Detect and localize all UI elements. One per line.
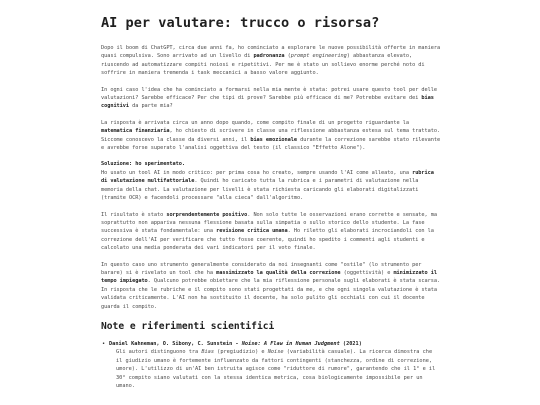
- text-run: durante la correzione sarebbe stato rilevante e avrebbe forse superato l'analisi oggettiva del testo (il classico "Effetto Alone").: [101, 136, 441, 152]
- text-run: (: [284, 53, 291, 60]
- paragraph-5: [101, 211, 441, 253]
- article-title: AI per valutare: trucco o risorsa?: [101, 15, 380, 31]
- reference-work: Noise: A Flaw in Human Judgment: [241, 340, 340, 347]
- text-run: (pregiudizio) e: [214, 349, 268, 356]
- text-run: Gli autori distinguono tra: [116, 349, 202, 356]
- paragraph-1: [101, 44, 441, 78]
- text-run: Dopo il boom di ChatGPT, circa due anni fa, ho cominciato a esplorare le nuove possibilità offerte in maniera quasi compulsiva. Sono arrivato ad un livello di: [101, 45, 441, 60]
- references-list: [101, 340, 441, 390]
- text-run: . Quindi ho caricato tutta la rubrica e i parametri di valutazione nella memoria della chat. La valutazione per livelli è stata richiesta caricando gli elaborati digitalizzati (tramite OCR) e facendoli processare "alla cieca" dall'algoritmo.: [101, 178, 419, 202]
- reference-description: [109, 348, 441, 390]
- paragraph-3: [101, 119, 441, 153]
- emphasis-text: bias cognitivi: [101, 95, 434, 110]
- notes-heading: Note e riferimenti scientifici: [101, 320, 275, 332]
- text-run: (oggettività) e: [340, 269, 394, 276]
- text-run: In questo caso uno strumento generalmente considerato da noi insegnanti come "ostile" (lo strumento per barare) si è rivelato un tool che ha: [101, 261, 422, 276]
- text-run: . Ho riletto gli elaborati incrociandoli con la correzione dell'AI per verificare che tutto fosse coerente, quindi ho spedito i commenti agli studenti e calcolato una media ponderata dei vari indicatori per il voto finale.: [101, 228, 434, 252]
- emphasis-text: sorprendentemente positivo: [166, 211, 248, 218]
- emphasis-text: massimizzato la qualità della correzione: [216, 269, 341, 276]
- text-run: . Qualcuno potrebbe obiettare che la mia riflessione personale sugli elaborati è stata scarsa. In risposta che le rubriche e il compito sono stati progettati da me, e che ogni singola valutazione è stata validata criticamente. L'AI non ha sostituito il docente, ha solo pulito gli occhiali con cui il docente guarda il compito.: [101, 278, 441, 310]
- paragraph-4: [101, 160, 441, 202]
- emphasis-text: matematica finanziaria: [101, 128, 170, 135]
- reference-authors: Daniel Kahneman, O. Sibony, C. Sunstein -: [109, 340, 242, 347]
- text-run: , ho chiesto di scrivere in classe una riflessione abbastanza estesa sul tema trattato. Siccome conoscevo la classe da diversi anni, il: [101, 128, 441, 143]
- text-run: . Non solo tutte le osservazioni erano corrette e sensate, ma soprattutto non appariva nessuna flessione basata sulla simpatia o sullo storico dello studente. La fase successiva è stata fondamentale: una: [101, 211, 437, 235]
- text-run: ) abbastanza elevato, riuscendo ad automatizzare compiti noiosi e ripetitivi. Per me è stato un sollievo enorme perché noto di soffrire in maniera tremenda i task meccanici a basso valore aggiunto.: [101, 53, 425, 77]
- bullet-icon: •: [102, 340, 106, 347]
- text-run: (variabilità casuale). La ricerca dimostra che il giudizio umano è fortemente influenzato da fattori contingenti (stanchezza, ordine di correzione, umore). L'utilizzo di un'AI ben istruita agisce come "riduttore di rumore", garantendo che il 1° e il 30° compito siano valutati con la stessa identica metrica, cosa biologicamente impossibile per un umano.: [116, 349, 436, 389]
- emphasis-text: padronanza: [253, 53, 285, 60]
- italic-text: Bias: [201, 349, 214, 356]
- emphasis-text: Soluzione: ho sperimentato.: [101, 161, 185, 168]
- text-run: Il risultato è stato: [101, 211, 167, 218]
- emphasis-text: revisione critica umana: [216, 228, 288, 235]
- text-run: In ogni caso l'idea che ha cominciato a formarsi nella mia mente è stata: potrei usare questo tool per delle valutazioni? Sarebbe efficace? Per che tipi di prove? Sarebbe più efficace di me? Potrebbe evitare dei: [101, 86, 437, 102]
- paragraph-2: [101, 86, 441, 111]
- reference-item: [102, 340, 441, 390]
- text-run: da parte mia?: [129, 103, 173, 110]
- italic-text: Noise: [267, 349, 284, 356]
- emphasis-text: bias emozionale: [250, 136, 297, 143]
- article: [101, 0, 441, 390]
- reference-year: (2021): [339, 340, 362, 347]
- emphasis-text: minimizzato il tempo impiegato: [101, 269, 437, 285]
- text-run: Ho usato un tool AI in modo critico: per prima cosa ho creato, sempre usando l'AI come alleato, una: [101, 169, 413, 176]
- paragraph-6: [101, 261, 441, 311]
- text-run: La risposta è arrivata circa un anno dopo quando, come compito finale di un progetto riguardante la: [101, 119, 409, 126]
- emphasis-text: rubrica di valutazione multifattoriale: [101, 169, 434, 185]
- italic-text: prompt engineering: [290, 53, 347, 60]
